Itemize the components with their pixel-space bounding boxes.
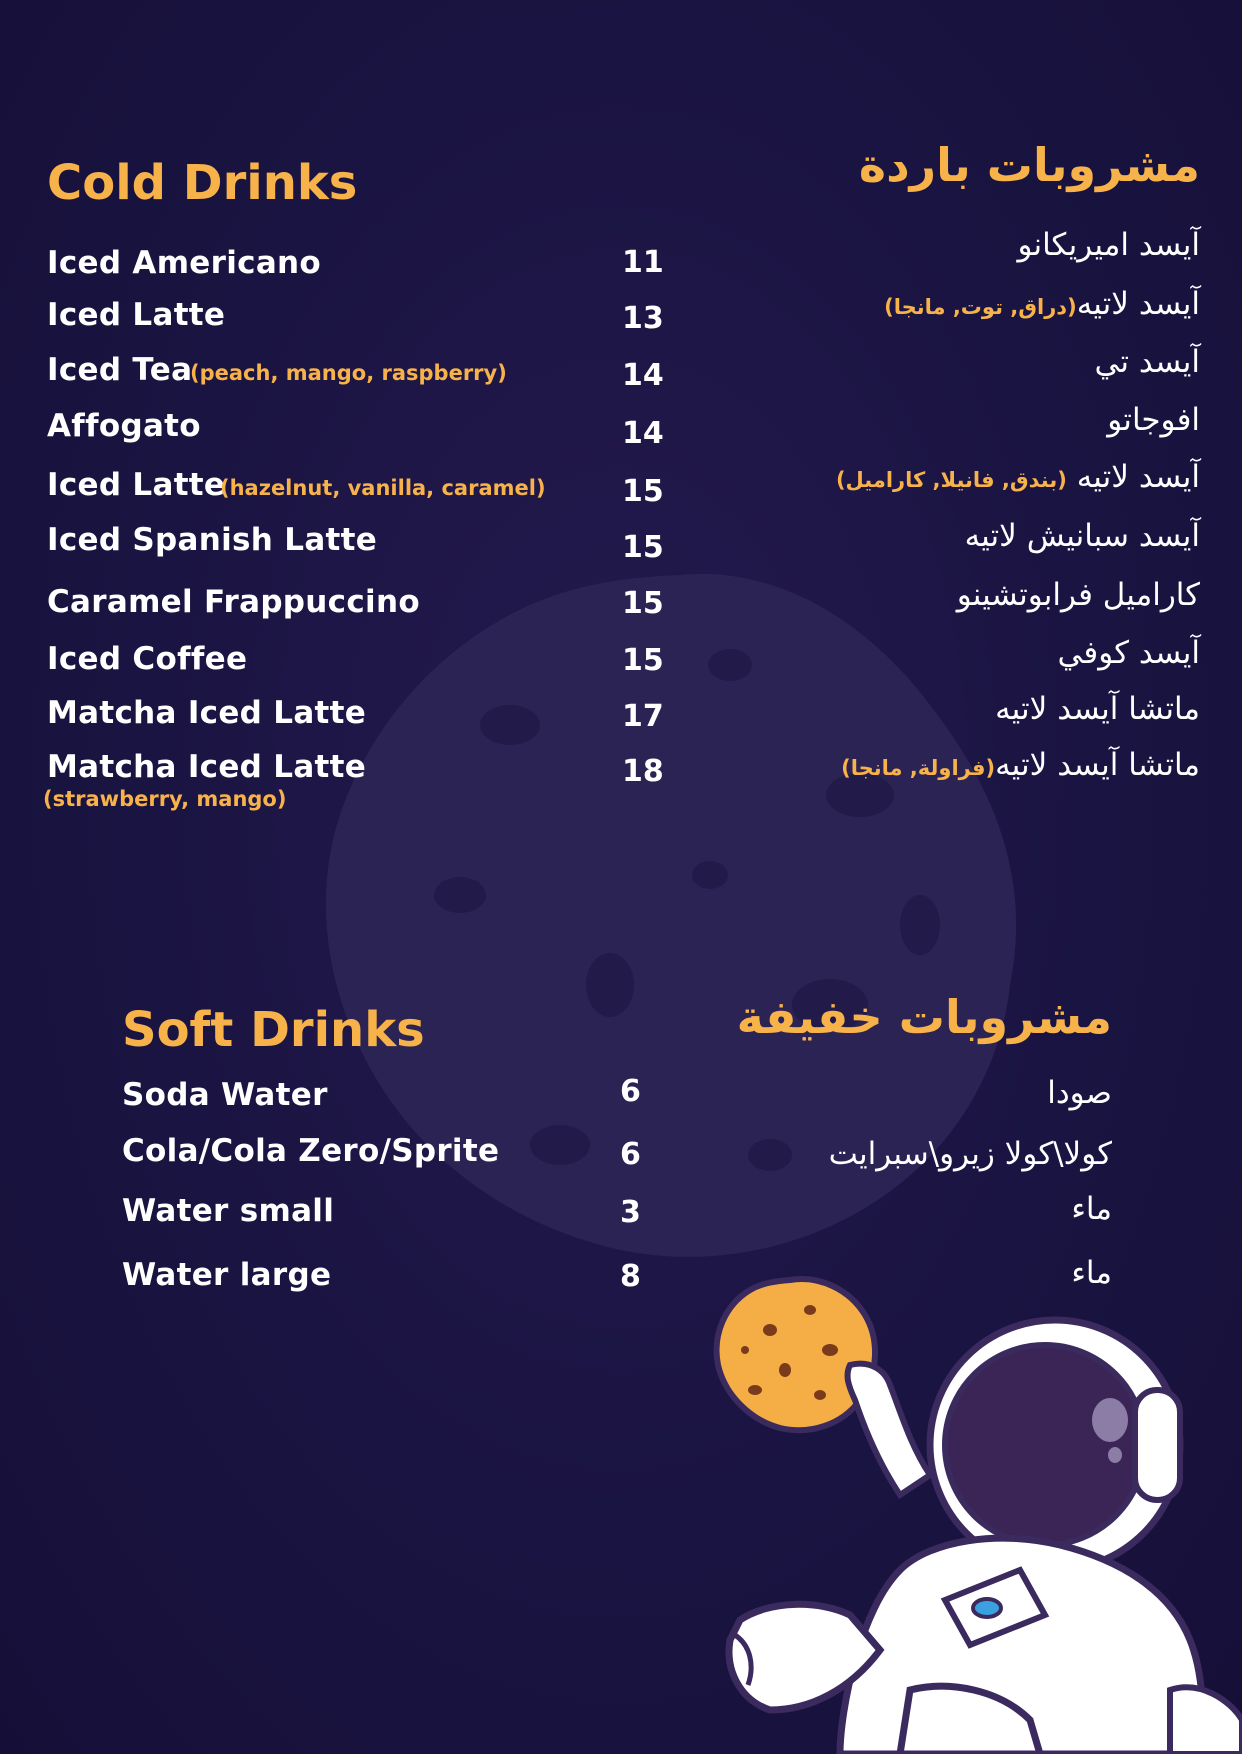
astronaut-helmet-icon bbox=[930, 1320, 1180, 1570]
item-price: 11 bbox=[622, 245, 664, 280]
cold-drinks-title: Cold Drinks bbox=[47, 155, 358, 211]
item-note: (peach, mango, raspberry) bbox=[190, 361, 507, 385]
item-name: Iced Latte bbox=[47, 467, 226, 503]
item-name-ar: آيسد لاتيه (بندق, فانيلا, كاراميل) bbox=[835, 459, 1200, 495]
item-name-ar: ماتشا آيسد لاتيه(فراولة, مانجا) bbox=[841, 747, 1200, 783]
item-name: Iced Americano bbox=[47, 245, 322, 281]
item-price: 15 bbox=[622, 530, 664, 565]
item-name-ar: آيسد سبانيش لاتيه bbox=[964, 518, 1200, 554]
item-name-ar: ماء bbox=[1071, 1255, 1112, 1291]
item-name-ar: ماتشا آيسد لاتيه bbox=[995, 691, 1200, 727]
item-name: Cola/Cola Zero/Sprite bbox=[122, 1133, 500, 1169]
item-name-ar: ماء bbox=[1071, 1191, 1112, 1227]
menu-row bbox=[0, 518, 1242, 565]
menu-row bbox=[0, 227, 1242, 285]
menu-row bbox=[0, 1074, 1242, 1117]
item-name-ar: آيسد اميريكانو bbox=[1017, 227, 1200, 263]
cold-drinks-title-ar: مشروبات باردة bbox=[858, 138, 1200, 192]
item-price: 18 bbox=[622, 754, 664, 789]
item-name: Water small bbox=[122, 1193, 335, 1229]
item-price: 3 bbox=[620, 1195, 641, 1230]
item-price: 14 bbox=[622, 358, 664, 393]
item-price: 13 bbox=[622, 301, 664, 336]
menu-row bbox=[0, 1133, 1242, 1173]
item-name: Iced Tea bbox=[47, 352, 193, 388]
menu-row bbox=[0, 691, 1242, 735]
item-name-ar: آيسد كوفي bbox=[1057, 635, 1200, 671]
item-name-ar: آيسد تي bbox=[1094, 344, 1200, 380]
item-price: 15 bbox=[622, 474, 664, 509]
item-name: Soda Water bbox=[122, 1077, 328, 1113]
item-price: 8 bbox=[620, 1259, 641, 1294]
item-name: Matcha Iced Latte bbox=[47, 749, 367, 785]
menu-row bbox=[0, 577, 1242, 624]
item-note-ar: (بندق, فانيلا, كاراميل) bbox=[835, 468, 1067, 492]
item-name-ar: كولا\كولا زيرو\سبرايت bbox=[828, 1136, 1112, 1172]
item-price: 17 bbox=[622, 699, 664, 734]
item-name-ar: آيسد لاتيه(دراق, توت, مانجا) bbox=[884, 286, 1200, 322]
astronaut-cookie-illustration bbox=[700, 1270, 1242, 1754]
menu-row bbox=[0, 286, 1242, 337]
item-name: Caramel Frappuccino bbox=[47, 584, 420, 620]
item-price: 14 bbox=[622, 416, 664, 451]
item-name: Affogato bbox=[47, 408, 201, 444]
item-name: Iced Coffee bbox=[47, 641, 248, 677]
menu-row bbox=[0, 402, 1242, 451]
item-name: Iced Latte bbox=[47, 297, 226, 333]
menu-row bbox=[0, 459, 1242, 509]
item-note: (strawberry, mango) bbox=[43, 787, 287, 811]
soft-drinks-title: Soft Drinks bbox=[122, 1002, 425, 1058]
item-price: 15 bbox=[622, 586, 664, 621]
item-name-ar: صودا bbox=[1047, 1075, 1112, 1111]
item-price: 6 bbox=[620, 1137, 641, 1172]
item-note-ar: (فراولة, مانجا) bbox=[841, 756, 996, 780]
item-name: Matcha Iced Latte bbox=[47, 695, 367, 731]
item-name: Iced Spanish Latte bbox=[47, 522, 378, 558]
item-price: 15 bbox=[622, 643, 664, 678]
item-name-ar: افوجاتو bbox=[1107, 402, 1200, 438]
item-note-ar: (دراق, توت, مانجا) bbox=[884, 295, 1077, 319]
menu-row bbox=[0, 1193, 1242, 1233]
cookie-icon bbox=[717, 1279, 875, 1430]
item-name-ar: كاراميل فرابوتشينو bbox=[956, 577, 1200, 613]
menu-row bbox=[0, 749, 1242, 819]
soft-drinks-title-ar: مشروبات خفيفة bbox=[736, 990, 1112, 1044]
menu-row bbox=[0, 635, 1242, 681]
menu-row bbox=[0, 344, 1242, 393]
item-name: Water large bbox=[122, 1257, 332, 1293]
item-price: 6 bbox=[620, 1074, 641, 1109]
item-note: (hazelnut, vanilla, caramel) bbox=[220, 476, 546, 500]
